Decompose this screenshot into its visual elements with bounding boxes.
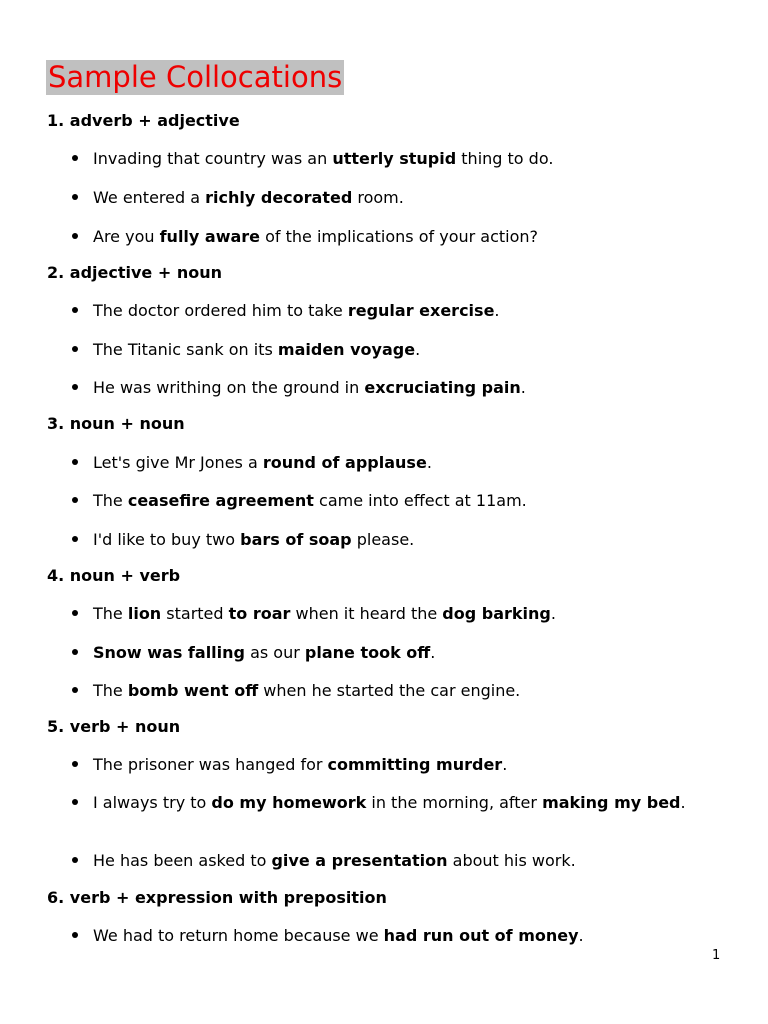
sentence-text: when he started the car engine.	[258, 681, 521, 700]
sentence-text: He was writhing on the ground in	[93, 378, 365, 397]
bullet-icon	[72, 459, 78, 465]
sentence-text: The prisoner was hanged for	[93, 755, 328, 774]
sentence-text: The Titanic sank on its	[93, 340, 278, 359]
collocation-phrase: ceasefire agreement	[127, 491, 314, 510]
sentence-text: as our	[244, 643, 305, 662]
sentence-text: room.	[352, 188, 404, 207]
list-item	[93, 850, 713, 871]
bullet-icon	[72, 649, 78, 655]
section-heading: 5. verb + noun	[47, 717, 181, 736]
list-item	[93, 226, 713, 247]
sentence-text: .	[578, 926, 584, 945]
section-heading: 2. adjective + noun	[47, 263, 222, 282]
list-item	[93, 490, 713, 511]
section-heading: 6. verb + expression with preposition	[47, 888, 387, 907]
bullet-icon	[72, 536, 78, 542]
section-heading: 3. noun + noun	[47, 414, 185, 433]
list-item	[93, 529, 713, 550]
page-title: Sample Collocations	[48, 60, 343, 94]
collocation-phrase: utterly stupid	[332, 149, 457, 168]
sentence-text: The doctor ordered him to take	[93, 301, 348, 320]
sentence-text: .	[430, 643, 436, 662]
bullet-icon	[72, 932, 78, 938]
sentence-text: The	[93, 681, 128, 700]
list-item	[93, 603, 713, 624]
collocation-phrase: plane took off	[304, 643, 431, 662]
bullet-icon	[72, 610, 78, 616]
collocation-phrase: do my homework	[211, 793, 367, 812]
list-item	[93, 300, 713, 321]
collocation-phrase: to roar	[228, 604, 291, 623]
sentence-text: The	[93, 604, 128, 623]
page-number: 1	[712, 948, 721, 963]
collocation-phrase: Snow was falling	[93, 643, 245, 662]
sentence-text: We had to return home because we	[93, 926, 384, 945]
sentence-text: of the implications of your action?	[260, 227, 539, 246]
sentence-text: came into effect at 11am.	[313, 491, 527, 510]
sentence-text: .	[680, 793, 686, 812]
list-item	[93, 925, 713, 946]
collocation-phrase: lion	[127, 604, 162, 623]
list-item	[93, 339, 713, 360]
list-item	[93, 148, 713, 169]
collocation-phrase: bars of soap	[240, 530, 352, 549]
sentence-text: thing to do.	[456, 149, 554, 168]
collocation-phrase: regular exercise	[347, 301, 495, 320]
bullet-icon	[72, 761, 78, 767]
list-item	[93, 680, 713, 701]
sentence-text: Let's give Mr Jones a	[93, 453, 263, 472]
collocation-phrase: dog barking	[442, 604, 551, 623]
list-item	[93, 187, 713, 208]
list-item	[93, 452, 713, 473]
list-item	[93, 754, 713, 775]
bullet-icon	[72, 155, 78, 161]
sentence-text: I always try to	[93, 793, 212, 812]
sentence-text: .	[426, 453, 432, 472]
bullet-icon	[72, 307, 78, 313]
sentence-text: I'd like to buy two	[93, 530, 241, 549]
bullet-icon	[72, 687, 78, 693]
bullet-icon	[72, 346, 78, 352]
sentence-text: when it heard the	[290, 604, 443, 623]
list-item	[93, 642, 713, 663]
bullet-icon	[72, 857, 78, 863]
collocation-phrase: had run out of money	[383, 926, 579, 945]
collocation-phrase: fully aware	[159, 227, 261, 246]
sentence-text: Invading that country was an	[93, 149, 333, 168]
collocation-phrase: bomb went off	[127, 681, 259, 700]
sentence-text: We entered a	[93, 188, 206, 207]
bullet-icon	[72, 233, 78, 239]
list-item	[93, 377, 713, 398]
sentence-text: He has been asked to	[93, 851, 272, 870]
sentence-text: .	[415, 340, 421, 359]
bullet-icon	[72, 497, 78, 503]
sentence-text: .	[494, 301, 500, 320]
sentence-text: .	[502, 755, 508, 774]
collocation-phrase: give a presentation	[271, 851, 448, 870]
bullet-icon	[72, 194, 78, 200]
collocation-phrase: richly decorated	[205, 188, 353, 207]
list-item	[93, 792, 713, 813]
sentence-text: The	[93, 491, 128, 510]
sentence-text: in the morning, after	[366, 793, 543, 812]
sentence-text: .	[550, 604, 556, 623]
section-heading: 4. noun + verb	[47, 566, 181, 585]
sentence-text: started	[161, 604, 229, 623]
sentence-text: please.	[351, 530, 415, 549]
collocation-phrase: excruciating pain	[364, 378, 521, 397]
sentence-text: Are you	[93, 227, 160, 246]
sentence-text: about his work.	[447, 851, 576, 870]
section-heading: 1. adverb + adjective	[47, 111, 240, 130]
bullet-icon	[72, 799, 78, 805]
sentence-text: .	[520, 378, 526, 397]
collocation-phrase: maiden voyage	[277, 340, 416, 359]
collocation-phrase: round of applause	[262, 453, 427, 472]
bullet-icon	[72, 384, 78, 390]
collocation-phrase: committing murder	[327, 755, 503, 774]
collocation-phrase: making my bed	[542, 793, 681, 812]
